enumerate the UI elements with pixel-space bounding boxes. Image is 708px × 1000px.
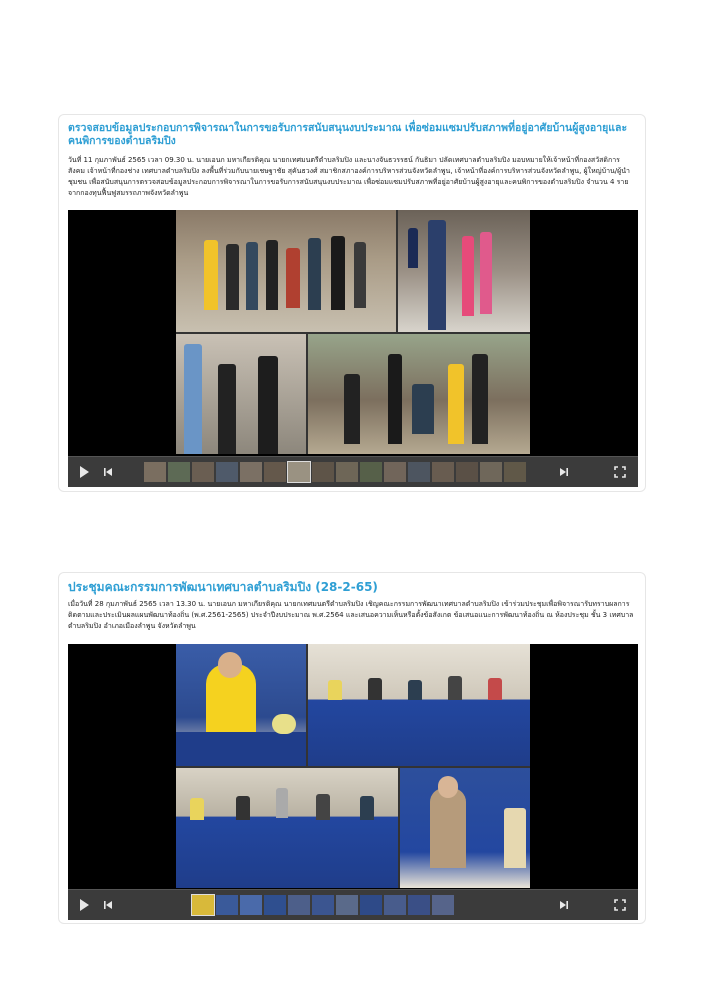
- play-button[interactable]: [72, 890, 96, 920]
- photo-panel: [176, 644, 306, 766]
- photo-panel: [400, 768, 530, 888]
- photo-panel: [308, 644, 530, 766]
- post-title[interactable]: ตรวจสอบข้อมูลประกอบการพิจารณาในการขอรับการสนับสนุนงบประมาณ เพื่อซ่อมแซมปรับสภาพที่อยู่อาศัยบ้านผู้สูงอายุและคนพิการของตำบลริมปิง: [68, 122, 628, 147]
- play-icon: [79, 899, 89, 911]
- thumbnail[interactable]: [408, 895, 430, 915]
- photo-panel: [176, 334, 306, 454]
- thumbnail[interactable]: [288, 895, 310, 915]
- thumbnail[interactable]: [384, 895, 406, 915]
- photo-panel: [176, 210, 396, 332]
- next-button[interactable]: [552, 457, 576, 487]
- thumbnail[interactable]: [384, 462, 406, 482]
- post-body: เมื่อวันที่ 28 กุมภาพันธ์ 2565 เวลา 13.30 น. นายเอนก มหาเกียรติคุณ นายกเทศมนตรีตำบลริมปิง เชิญคณะกรรมการพัฒนาเทศบาลตำบลริมปิง เข้าร่วมประชุมเพื่อพิจารณารับทราบผลการติดตามและประเมินผลแผนพัฒนาท้องถิ่น (พ.ศ.2561-2565) ประจำปีงบประมาณ พ.ศ.2564 และเสนอความเห็นหรือตั้งข้อสังเกต ข้อเสนอแนะการพัฒนาท้องถิ่น ณ ห้องประชุม ชั้น 3 เทศบาลตำบลริมปิง อำเภอเมืองลำพูน จังหวัดลำพูน: [68, 600, 634, 630]
- fullscreen-icon: [614, 899, 626, 911]
- gallery-control-bar: [68, 889, 638, 920]
- thumbnail[interactable]: [360, 895, 382, 915]
- thumbnail[interactable]: [312, 895, 334, 915]
- thumbnail[interactable]: [288, 462, 310, 482]
- thumbnail[interactable]: [264, 462, 286, 482]
- play-icon: [79, 466, 89, 478]
- skip-forward-icon: [560, 468, 568, 476]
- thumbnail[interactable]: [432, 462, 454, 482]
- post-title[interactable]: ประชุมคณะกรรมการพัฒนาเทศบาลตำบลริมปิง (28-2-65): [68, 580, 378, 594]
- thumbnail[interactable]: [312, 462, 334, 482]
- gallery-main-photo[interactable]: [176, 644, 530, 888]
- next-button[interactable]: [552, 890, 576, 920]
- photo-panel: [308, 334, 530, 454]
- thumbnail[interactable]: [480, 462, 502, 482]
- thumbnail-strip[interactable]: [144, 462, 526, 482]
- thumbnail[interactable]: [192, 462, 214, 482]
- thumbnail[interactable]: [336, 895, 358, 915]
- photo-gallery-viewer[interactable]: [68, 210, 638, 456]
- thumbnail[interactable]: [192, 895, 214, 915]
- gallery-control-bar: [68, 456, 638, 487]
- skip-back-icon: [104, 901, 112, 909]
- post-body: วันที่ 11 กุมภาพันธ์ 2565 เวลา 09.30 น. นายเอนก มหาเกียรติคุณ นายกเทศมนตรีตำบลริมปิง และนางจันธวรรธน์ กันธิมา ปลัดเทศบาลตำบลริมปิง มอบหมายให้เจ้าหน้าที่กองสวัสดิการสังคม เจ้าหน้าที่กองช่าง เทศบาลตำบลริมปิง ลงพื้นที่ร่วมกับนายเชษฐาชัย สุคันธวงศ์ สมาชิกสภาองค์การบริหารส่วนจังหวัดลำพูน, เจ้าหน้าที่องค์การบริหารส่วนจังหวัดลำพูน, ผู้ใหญ่บ้าน/ผู้นำชุมชน เพื่อสนับสนุนการตรวจสอบข้อมูลประกอบการพิจารณาในการขอรับการสนับสนุนงบประมาณ เพื่อซ่อมแซมปรับสภาพที่อยู่อาศัยบ้านผู้สูงอายุและคนพิการของตำบลริมปิง จำนวน 4 ราย จากกองทุนฟื้นฟูสมรรถภาพจังหวัดลำพูน: [68, 156, 630, 197]
- thumbnail[interactable]: [216, 895, 238, 915]
- skip-back-icon: [104, 468, 112, 476]
- fullscreen-icon: [614, 466, 626, 478]
- previous-button[interactable]: [96, 890, 120, 920]
- thumbnail[interactable]: [432, 895, 454, 915]
- skip-forward-icon: [560, 901, 568, 909]
- thumbnail-strip[interactable]: [192, 895, 454, 915]
- fullscreen-button[interactable]: [608, 890, 632, 920]
- thumbnail[interactable]: [144, 462, 166, 482]
- photo-panel: [176, 768, 398, 888]
- news-post-card: [58, 572, 646, 924]
- photo-panel: [398, 210, 530, 332]
- thumbnail[interactable]: [240, 462, 262, 482]
- thumbnail[interactable]: [240, 895, 262, 915]
- play-button[interactable]: [72, 457, 96, 487]
- gallery-main-photo[interactable]: [176, 210, 530, 454]
- photo-gallery-viewer[interactable]: [68, 644, 638, 889]
- thumbnail[interactable]: [264, 895, 286, 915]
- thumbnail[interactable]: [456, 462, 478, 482]
- thumbnail[interactable]: [216, 462, 238, 482]
- thumbnail[interactable]: [504, 462, 526, 482]
- previous-button[interactable]: [96, 457, 120, 487]
- thumbnail[interactable]: [408, 462, 430, 482]
- thumbnail[interactable]: [168, 462, 190, 482]
- fullscreen-button[interactable]: [608, 457, 632, 487]
- thumbnail[interactable]: [336, 462, 358, 482]
- news-post-card: [58, 114, 646, 492]
- thumbnail[interactable]: [360, 462, 382, 482]
